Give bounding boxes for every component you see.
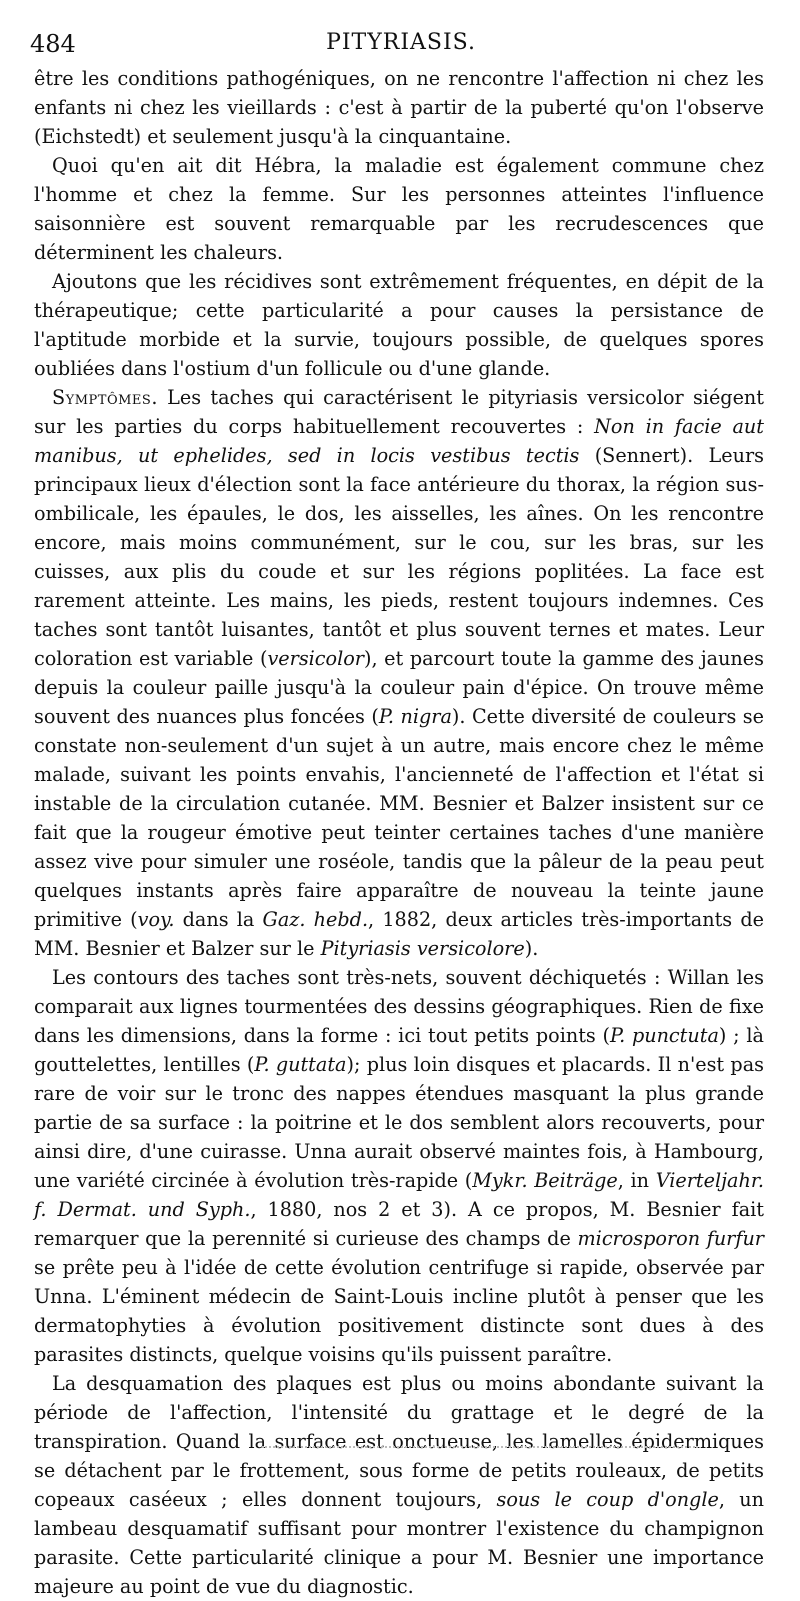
page-number: 484 xyxy=(30,30,76,58)
section-label: Symptômes. xyxy=(52,386,158,409)
paragraph: Les contours des taches sont très-nets, souvent déchiquetés : Willan les comparait aux lignes tourmentées des dessins géographiques. Rien de fixe dans les dimensions, dans la forme : ici tout petits points (P. punctuta) ; là gouttelettes, lentilles (P. guttata); plus loin disques et placards. Il n'est pas rare de voir sur le tronc des nappes étendues masquant la plus grande partie de sa surface : la poitrine et le dos semblent alors recouverts, pour ainsi dire, d'une cuirasse. Unna aurait observé maintes fois, à Hambourg, une variété circinée à évolution très-rapide (Mykr. Beiträge, in Vierteljahr. f. Dermat. und Syph., 1880, nos 2 et 3). A ce propos, M. Besnier fait remarquer que la perennité si curieuse des champs de microsporon furfur se prête peu à l'idée de cette évolution centrifuge si rapide, observée par Unna. L'éminent médecin de Saint-Louis incline plutôt à penser que les dermatophyties à évolution positivement distincte sont dues à des parasites distincts, quelque voisins qu'ils puissent paraître. xyxy=(34,966,764,1366)
page-header xyxy=(30,30,772,60)
body-text xyxy=(34,64,764,1601)
paragraph: être les conditions pathogéniques, on ne rencontre l'affection ni chez les enfants ni chez les vieillards : c'est à partir de la puberté qu'on l'observe (Eichstedt) et seulement jusqu'à la cinquantaine. xyxy=(34,67,764,148)
paragraph: Quoi qu'en ait dit Hébra, la maladie est également commune chez l'homme et chez la femme. Sur les personnes atteintes l'influence saisonnière est souvent remarquable par les recrudescences que déterminent les chaleurs. xyxy=(34,154,764,264)
paragraph: La desquamation des plaques est plus ou moins abondante suivant la période de l'affection, l'intensité du grattage et le degré de la transpiration. Quand la surface est onctueuse, les lamelles épidermiques se détachent par le frottement, sous forme de petits rouleaux, de petits copeaux caséeux ; elles donnent toujours, sous le coup d'ongle, un lambeau desquamatif suffisant pour montrer l'existence du champignon parasite. Cette particularité clinique a pour M. Besnier une importance majeure au point de vue du diagnostic. xyxy=(34,1372,764,1598)
running-title: PITYRIASIS. xyxy=(326,30,476,55)
paragraph-symptomes: Symptômes. Les taches qui caractérisent le pityriasis versicolor siégent sur les parties du corps habituellement recouvertes : Non in facie aut manibus, ut ephelides, sed in locis vestibus tectis (Sennert). Leurs principaux lieux d'élection sont la face antérieure du thorax, la région sus-ombilicale, les épaules, le dos, les aisselles, les aînes. On les rencontre encore, mais moins communément, sur le cou, sur les bras, sur les cuisses, aux plis du coude et sur les régions poplitées. La face est rarement atteinte. Les mains, les pieds, restent toujours indemnes. Ces taches sont tantôt luisantes, tantôt et plus souvent ternes et mates. Leur coloration est variable (versicolor), et parcourt toute la gamme des jaunes depuis la couleur paille jusqu'à la couleur pain d'épice. On trouve même souvent des nuances plus foncées (P. nigra). Cette diversité de couleurs se constate non-seulement d'un sujet à un autre, mais encore chez le même malade, suivant les points envahis, l'ancienneté de l'affection et l'état si instable de la circulation cutanée. MM. Besnier et Balzer insistent sur ce fait que la rougeur émotive peut teinter certaines taches d'une manière assez vive pour simuler une roséole, tandis que la pâleur de la peau peut quelques instants après faire apparaître de nouveau la teinte jaune primitive (voy. dans la Gaz. hebd., 1882, deux articles très-importants de MM. Besnier et Balzer sur le Pityriasis versicolore). xyxy=(34,386,765,960)
footer-dotted-rule xyxy=(262,1446,698,1448)
paragraph: Ajoutons que les récidives sont extrêmement fréquentes, en dépit de la thérapeutique; cette particularité a pour causes la persistance de l'aptitude morbide et la survie, toujours possible, de quelques spores oubliées dans l'ostium d'un follicule ou d'une glande. xyxy=(34,270,764,380)
